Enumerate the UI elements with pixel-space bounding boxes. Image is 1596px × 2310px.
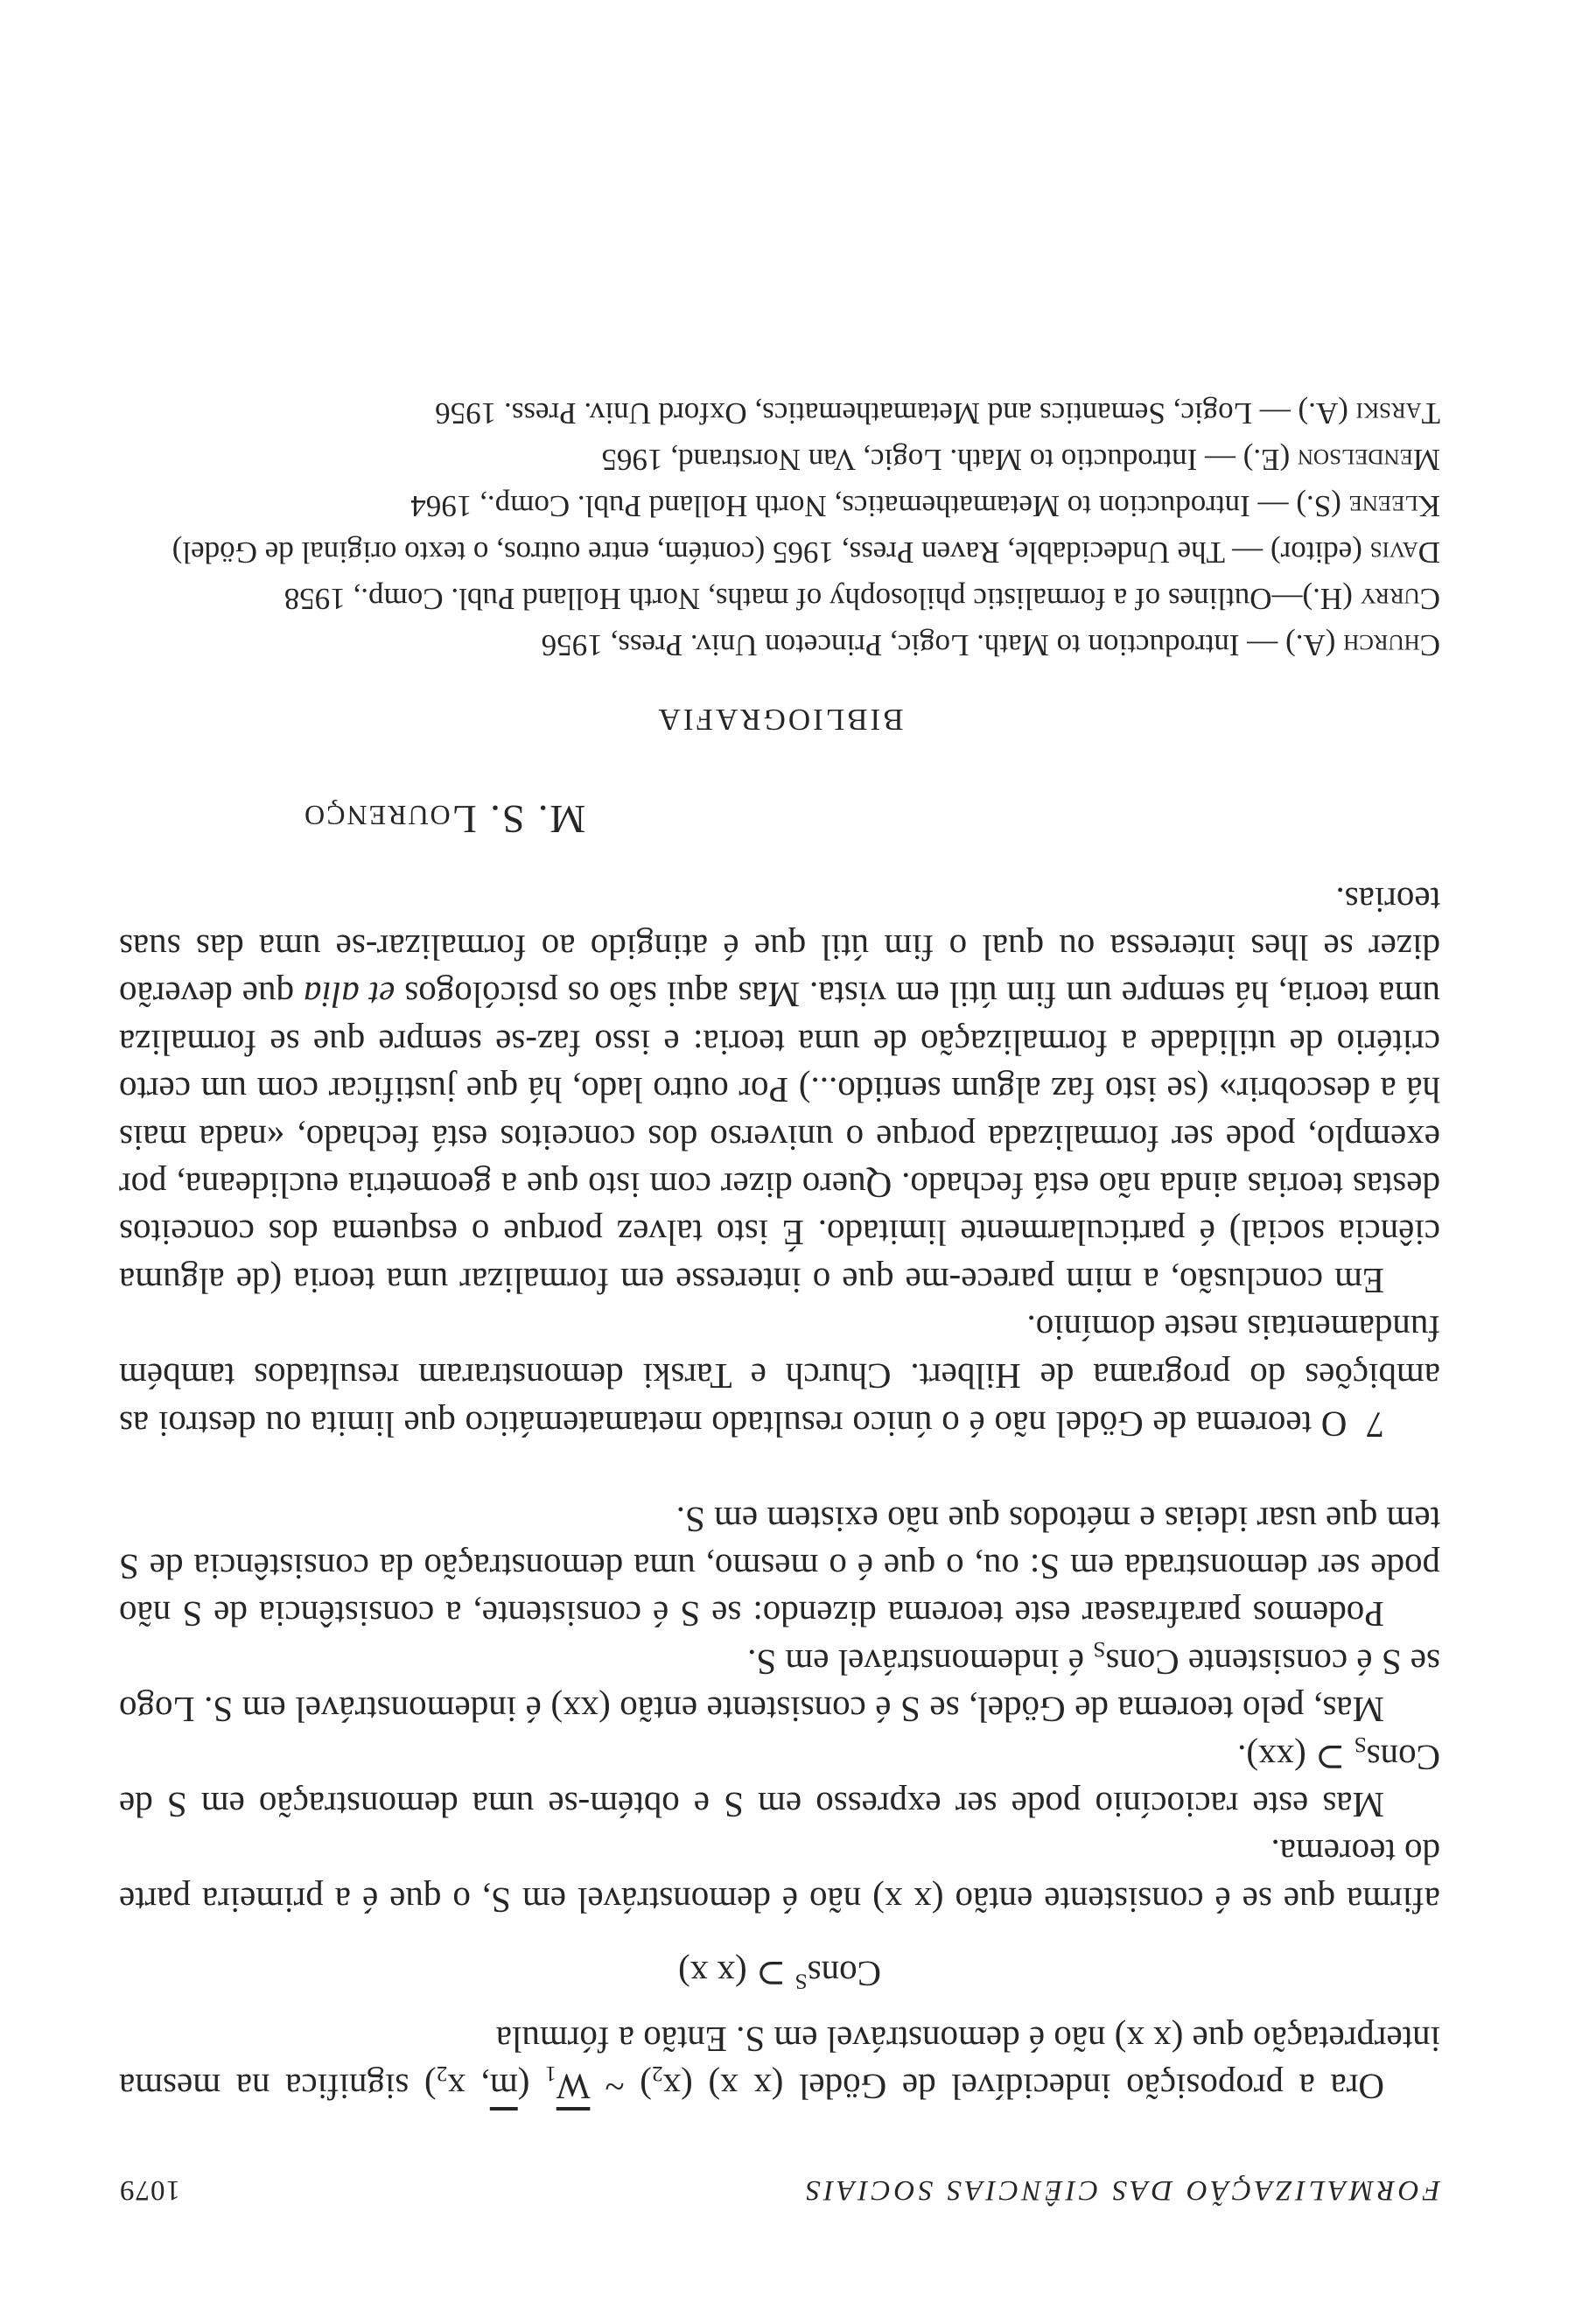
bibliography-entry: Church (A.) — Introduction to Math. Logic, Princeton Univ. Press, 1956 xyxy=(541,628,1440,663)
bibliography-entry: Tarski (A.) — Logic, Semantics and Metamathematics, Oxford Univ. Press. 1956 xyxy=(435,396,1440,431)
bibliography-entry: Davis (editor) — The Undecidable, Raven Press, 1965 (contém, entre outros, o texto original de Gödel) xyxy=(172,536,1440,570)
paragraph-demonstration: Mas este raciocínio pode ser expresso em S e obtém-se uma demonstração em S de Cons$_S$ ⊃ (xx). xyxy=(119,1732,1440,1825)
bibliography-entry: Kleene (S.) — Introduction to Metamathematics, North Holland Publ. Comp., 1964 xyxy=(410,489,1440,524)
paragraph-conclusion: Em conclusão, a mim parece-me que o interesse em formalizar uma teoria (de alguma ciência social) é particularmente limitado. É isto talvez porque o esquema dos conceitos destas teorias ainda não está fechado. Quero dizer com isto que a geometria euclideana, por exemplo, pode ser formalizada porque o universo dos conceitos está fechado, «nada mais há a descobrir» (se isto faz algum sentido...) Por outro lado, há que justificar com um certo critério de utilidade a formalização de uma teoria: e isso faz-se sempre que se formaliza uma teoria, há sempre um fim útil em vista. Mas aqui são os psicólogos et alia que deverão dizer se lhes interessa ou qual o fim útil que é atingido ao formalizar-se uma das suas teorias. xyxy=(119,879,1440,1301)
paragraph-paraphrase: Podemos parafrasear este teorema dizendo: se S é consistente, a consistência de S não pode ser demonstrada em S: ou, o que é o mesmo, uma demonstração da consistência de S tem que usar ideias e métodos que não existem em S. xyxy=(119,1499,1440,1635)
bibliography-title: BIBLIOGRAFIA xyxy=(655,702,904,737)
paragraph-section-7: 7 O teorema de Gödel não é o único resultado metamatemático que limita ou destroi as ambições do programa de Hilbert. Church e Tarski demonstraram resultados também fundamentais neste domínio. xyxy=(118,1308,1440,1446)
running-title: FORMALIZAÇÃO DAS CIÊNCIAS SOCIAIS xyxy=(802,2174,1440,2206)
page-content xyxy=(119,387,1440,2214)
paragraph-godel-proposition: Ora a proposição indecidível de Gödel (x x) $(x_2)$ ~ $\overline{W}_1$ ($\overline{m}$, $x_2$) significa na mesma interpretação que (x x) não é demonstrável em S. Então a fórmula xyxy=(119,2019,1440,2107)
bibliography-list xyxy=(119,394,1440,665)
section-number: 7 xyxy=(1366,1404,1384,1445)
author-signature: M. S. Lourenço xyxy=(303,797,586,843)
paragraph-first-part: afirma que se é consistente então (x x) não é demonstrável em S, o que é a primeira parte do teorema. xyxy=(119,1832,1440,1921)
page-number: 1079 xyxy=(119,2174,180,2206)
page-header xyxy=(119,2161,1440,2214)
formula-cons: Cons$^S$ ⊃ (x x) xyxy=(678,1954,881,1995)
paragraph-indemonstrable: Mas, pelo teorema de Gödel, se S é consistente então (xx) é indemonstrável em S. Logo se S é consistente Cons$_S$ é indemonstrável em S. xyxy=(119,1636,1440,1731)
bibliography-entry: Mendelson (E.) — Introductio to Math. Logic, Van Norstrand, 1965 xyxy=(601,443,1440,478)
bibliography-entry: Curry (H.)—Outlines of a formalistic philosophy of maths, North Holland Publ. Comp., 1958 xyxy=(284,582,1440,617)
